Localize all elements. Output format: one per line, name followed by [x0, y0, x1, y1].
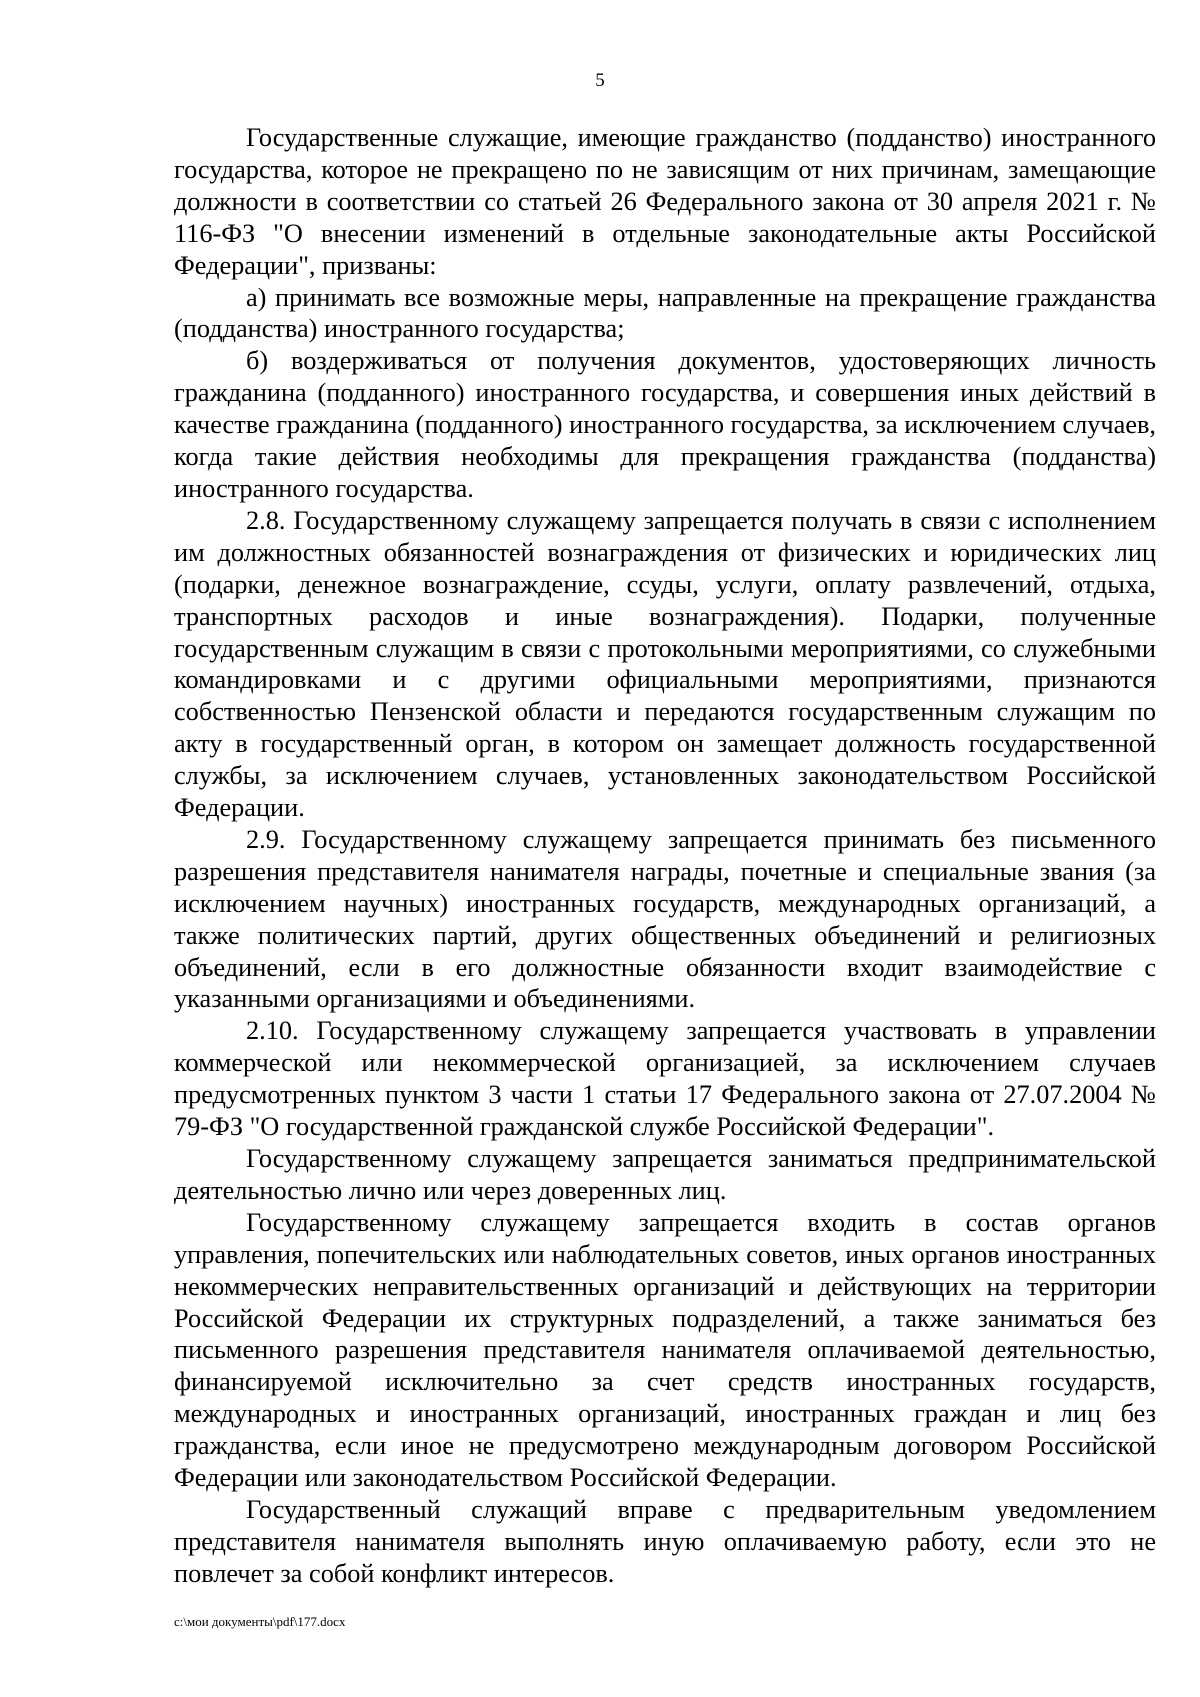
paragraph-foreign-citizenship: Государственные служащие, имеющие гражданство (подданство) иностранного государства, которое не прекращено по не зависящим от них причинам, замещающие должности в соответствии со статьей 26 Федерального закона от 30 апреля 2021 г. № 116-ФЗ "О внесении изменений в отдельные законодательные акты Российской Федерации", призваны: — [174, 123, 1156, 280]
paragraph-foreign-organizations: Государственному служащему запрещается входить в состав органов управления, попечительских или наблюдательных советов, иных органов иностранных некоммерческих неправительственных организаций и действующих на территории Российской Федерации их структурных подразделений, а также заниматься без письменного разрешения представителя нанимателя оплачиваемой деятельностью, финансируемой исключительно за счет средств иностранных государств, международных и иностранных организаций, иностранных граждан и лиц без гражданства, если иное не предусмотрено международным договором Российской Федерации или законодательством Российской Федерации. — [174, 1207, 1156, 1493]
document-body — [174, 122, 1156, 1590]
paragraph-2-8: 2.8. Государственному служащему запрещается получать в связи с исполнением им должностных обязанностей вознаграждения от физических и юридических лиц (подарки, денежное вознаграждение, ссуды, услуги, оплату развлечений, отдыха, транспортных расходов и иные вознаграждения). Подарки, полученные государственным служащим в связи с протокольными мероприятиями, со служебными командировками и с другими официальными мероприятиями, признаются собственностью Пензенской области и передаются государственным служащим по акту в государственный орган, в котором он замещает должность государственной службы, за исключением случаев, установленных законодательством Российской Федерации. — [174, 505, 1156, 823]
paragraph-entrepreneurship: Государственному служащему запрещается заниматься предпринимательской деятельностью лично или через доверенных лиц. — [174, 1144, 1156, 1205]
paragraph-item-b: б) воздерживаться от получения документов, удостоверяющих личность гражданина (подданного) иностранного государства, и совершения иных действий в качестве гражданина (подданного) иностранного государства, за исключением случаев, когда такие действия необходимы для прекращения гражданства (подданства) иностранного государства. — [174, 346, 1156, 503]
footer-file-path: c:\мои документы\pdf\177.docx — [174, 1614, 346, 1629]
page-number: 5 — [595, 70, 605, 91]
paragraph-2-9: 2.9. Государственному служащему запрещается принимать без письменного разрешения представителя нанимателя награды, почетные и специальные звания (за исключением научных) иностранных государств, международных организаций, а также политических партий, других общественных объединений и религиозных объединений, если в его должностные обязанности входит взаимодействие с указанными организациями и объединениями. — [174, 824, 1156, 1014]
paragraph-paid-work: Государственный служащий вправе с предварительным уведомлением представителя нанимателя выполнять иную оплачиваемую работу, если это не повлечет за собой конфликт интересов. — [174, 1494, 1156, 1588]
paragraph-item-a: а) принимать все возможные меры, направленные на прекращение гражданства (подданства) иностранного государства; — [174, 282, 1156, 344]
paragraph-2-10: 2.10. Государственному служащему запрещается участвовать в управлении коммерческой или некоммерческой организацией, за исключением случаев предусмотренных пунктом 3 части 1 статьи 17 Федерального закона от 27.07.2004 № 79-ФЗ "О государственной гражданской службе Российской Федерации". — [174, 1016, 1156, 1142]
